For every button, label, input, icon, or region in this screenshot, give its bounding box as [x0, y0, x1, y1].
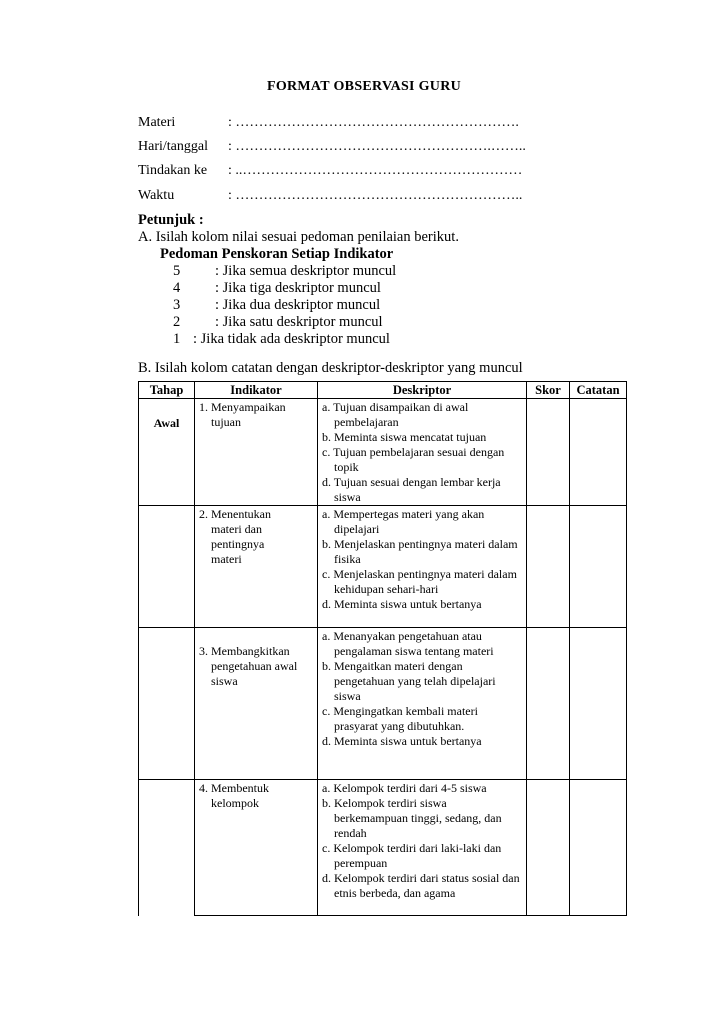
field-label-waktu: Waktu: [138, 188, 175, 203]
catatan-cell[interactable]: [570, 506, 627, 628]
field-label-hari-tanggal: Hari/tanggal: [138, 139, 208, 154]
score-text: : Jika tidak ada deskriptor muncul: [193, 331, 390, 347]
petunjuk-heading: Petunjuk :: [138, 212, 204, 228]
deskriptor-item: b. Meminta siswa mencatat tujuan: [322, 430, 487, 444]
indikator-text: 1. Menyampaikan tujuan: [199, 400, 286, 429]
observation-table: [138, 381, 627, 916]
field-value-hari-tanggal[interactable]: : ……………………………………………….……..: [228, 139, 526, 154]
deskriptor-item: a. Menanyakan pengetahuan atau pengalaman siswa tentang materi: [322, 629, 494, 658]
deskriptor-item: b. Menjelaskan pentingnya materi dalam fisika: [322, 537, 518, 566]
score-value: 4: [173, 280, 181, 296]
score-value: 5: [173, 263, 181, 279]
deskriptor-cell: [318, 780, 527, 916]
deskriptor-item: b. Kelompok terdiri siswa berkemampuan tinggi, sedang, dan rendah: [322, 796, 502, 840]
header-deskriptor: Deskriptor: [318, 382, 527, 399]
skor-cell[interactable]: [527, 399, 570, 506]
header-indikator: Indikator: [195, 382, 318, 399]
table-header-row: [139, 382, 627, 399]
header-skor: Skor: [527, 382, 570, 399]
table-row: [139, 399, 627, 506]
deskriptor-item: c. Tujuan pembelajaran sesuai dengan topik: [322, 445, 505, 474]
field-value-tindakan-ke[interactable]: : ..……………………………………………………: [228, 163, 523, 178]
deskriptor-cell: [318, 399, 527, 506]
indikator-cell: [195, 780, 318, 916]
deskriptor-item: d. Tujuan sesuai dengan lembar kerja siswa: [322, 475, 501, 504]
deskriptor-item: d. Meminta siswa untuk bertanya: [322, 734, 482, 748]
deskriptor-item: b. Mengaitkan materi dengan pengetahuan yang telah dipelajari siswa: [322, 659, 496, 703]
deskriptor-cell: [318, 506, 527, 628]
score-text: : Jika satu deskriptor muncul: [215, 314, 383, 330]
tahap-cell: [139, 399, 195, 506]
skor-cell[interactable]: [527, 628, 570, 780]
indikator-cell: [195, 399, 318, 506]
deskriptor-item: a. Kelompok terdiri dari 4-5 siswa: [322, 781, 487, 795]
field-value-materi[interactable]: : …………………………………………………….: [228, 115, 519, 130]
score-text: : Jika tiga deskriptor muncul: [215, 280, 381, 296]
field-value-waktu[interactable]: : ……………………………………………………..: [228, 188, 523, 203]
deskriptor-cell: [318, 628, 527, 780]
tahap-cell: [139, 506, 195, 628]
deskriptor-item: c. Mengingatkan kembali materi prasyarat yang dibutuhkan.: [322, 704, 478, 733]
header-catatan: Catatan: [570, 382, 627, 399]
pedoman-title: Pedoman Penskoran Setiap Indikator: [160, 246, 394, 262]
field-label-tindakan-ke: Tindakan ke: [138, 163, 208, 178]
deskriptor-item: a. Tujuan disampaikan di awal pembelajaran: [322, 400, 469, 429]
tahap-cell: [139, 628, 195, 780]
skor-cell[interactable]: [527, 780, 570, 916]
indikator-cell: [195, 506, 318, 628]
score-value: 1: [173, 331, 181, 347]
score-text: : Jika semua deskriptor muncul: [215, 263, 397, 279]
catatan-cell[interactable]: [570, 628, 627, 780]
deskriptor-item: a. Mempertegas materi yang akan dipelajari: [322, 507, 485, 536]
table-row: [139, 780, 627, 916]
deskriptor-item: c. Menjelaskan pentingnya materi dalam kehidupan sehari-hari: [322, 567, 517, 596]
catatan-cell[interactable]: [570, 780, 627, 916]
score-text: : Jika dua deskriptor muncul: [215, 297, 381, 313]
score-value: 2: [173, 314, 181, 330]
deskriptor-item: d. Meminta siswa untuk bertanya: [322, 597, 482, 611]
field-label-materi: Materi: [138, 115, 176, 130]
catatan-cell[interactable]: [570, 399, 627, 506]
score-value: 3: [173, 297, 181, 313]
indikator-text: 4. Membentuk kelompok: [199, 781, 269, 810]
deskriptor-item: c. Kelompok terdiri dari laki-laki dan perempuan: [322, 841, 502, 870]
instruction-a: A. Isilah kolom nilai sesuai pedoman penilaian berikut.: [138, 229, 459, 245]
indikator-text: 2. Menentukan materi dan pentingnya materi: [199, 507, 271, 566]
table-row: [139, 628, 627, 780]
tahap-cell: [139, 780, 195, 916]
instruction-b: B. Isilah kolom catatan dengan deskriptor-deskriptor yang muncul: [138, 360, 523, 376]
indikator-text: 3. Membangkitkan pengetahuan awal siswa: [199, 644, 298, 688]
table-row: [139, 506, 627, 628]
indikator-cell: [195, 628, 318, 780]
tahap-awal: Awal: [153, 416, 180, 430]
skor-cell[interactable]: [527, 506, 570, 628]
header-tahap: Tahap: [139, 382, 195, 399]
deskriptor-item: d. Kelompok terdiri dari status sosial dan etnis berbeda, dan agama: [322, 871, 520, 900]
document-title: FORMAT OBSERVASI GURU: [266, 79, 462, 94]
